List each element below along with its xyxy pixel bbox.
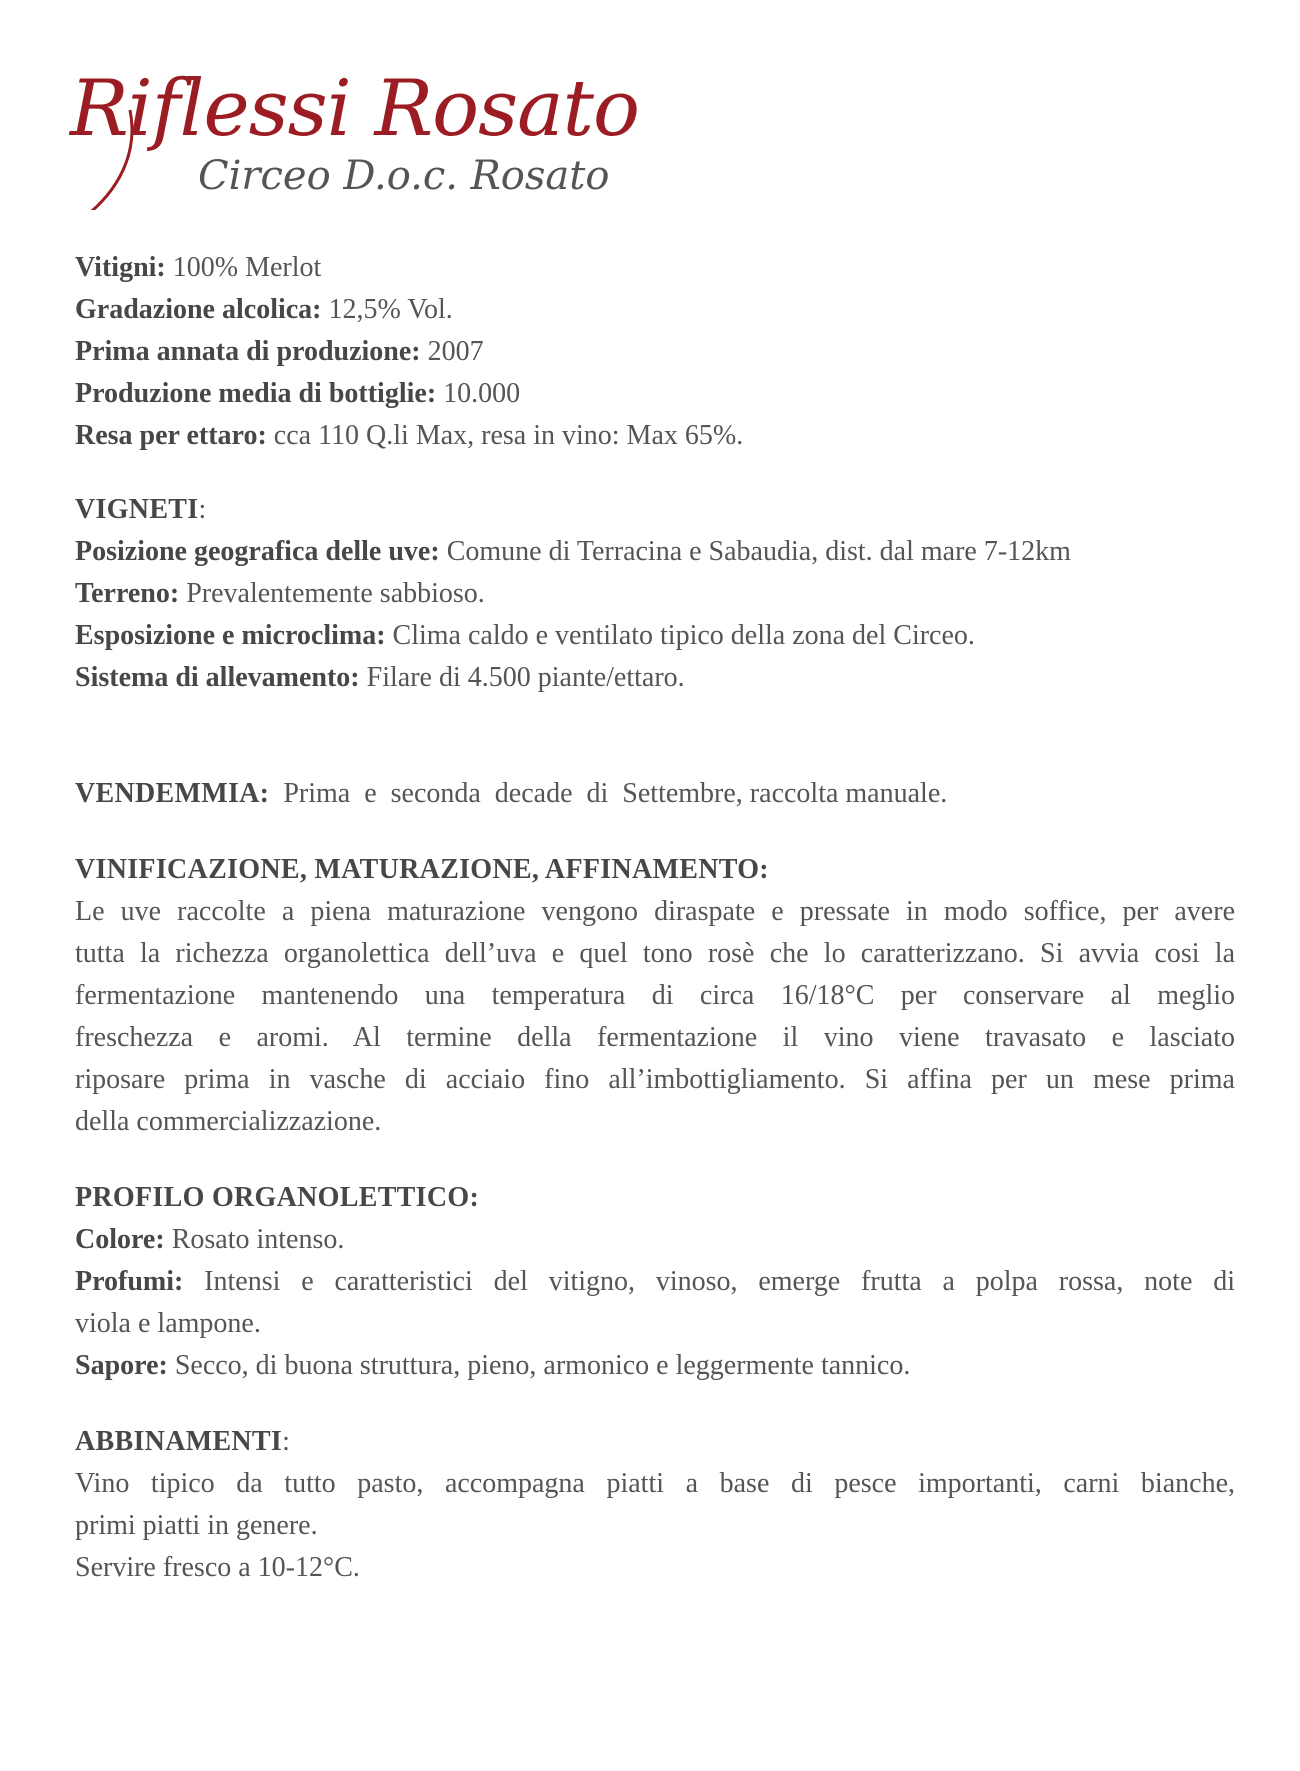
spec-label: Vitigni: xyxy=(75,252,166,283)
paragraph-line: Le uve raccolte a piena maturazione vengono diraspate e pressate in modo soffice, per avere xyxy=(75,896,1235,927)
section-heading-abbinamenti: ABBINAMENTI: xyxy=(75,1426,290,1457)
spec-vitigni xyxy=(75,247,1235,289)
vendemmia-text: Prima e seconda decade di Settembre, raccolta manuale. xyxy=(269,778,948,809)
section-heading-vendemmia: VENDEMMIA: xyxy=(75,778,270,809)
paragraph-line: Servire fresco a 10-12°C. xyxy=(75,1552,360,1583)
vigneti-sistema: Sistema di allevamento: Filare di 4.500 piante/ettaro. xyxy=(75,662,685,693)
spec-value: cca 110 Q.li Max, resa in vino: Max 65%. xyxy=(266,420,744,451)
spec-produzione xyxy=(75,373,1235,415)
paragraph-line: della commercializzazione. xyxy=(75,1106,382,1137)
paragraph-line: freschezza e aromi. Al termine della fermentazione il vino viene travasato e lasciato xyxy=(75,1022,1235,1053)
brand-logo xyxy=(70,64,639,210)
section-vendemmia xyxy=(75,773,1235,815)
section-heading-vigneti: VIGNETI: xyxy=(75,494,207,525)
document-body xyxy=(75,247,1235,1589)
profilo-sapore: Sapore: Secco, di buona struttura, pieno, armonico e leggermente tannico. xyxy=(75,1350,911,1381)
paragraph-line: primi piatti in genere. xyxy=(75,1510,318,1541)
spec-gradazione xyxy=(75,289,1235,331)
spec-value: 100% Merlot xyxy=(165,252,322,283)
logo-subtitle: Circeo D.o.c. Rosato xyxy=(198,153,610,199)
profilo-colore: Colore: Rosato intenso. xyxy=(75,1224,345,1255)
paragraph-line: tutta la richezza organolettica dell’uva e quel tono rosè che lo caratterizzano. Si avvia cosi la xyxy=(75,938,1235,969)
spec-label: Prima annata di produzione: xyxy=(75,336,421,367)
vigneti-posizione: Posizione geografica delle uve: Comune di Terracina e Sabaudia, dist. dal mare 7-12km xyxy=(75,536,1071,567)
paragraph-line: riposare prima in vasche di acciaio fino all’imbottigliamento. Si affina per un mese prima xyxy=(75,1064,1235,1095)
spec-label: Gradazione alcolica: xyxy=(75,294,322,325)
logo-title: Riflessi Rosato xyxy=(70,64,639,154)
paragraph-line: Vino tipico da tutto pasto, accompagna piatti a base di pesce importanti, carni bianche, xyxy=(75,1468,1235,1499)
spec-value: 2007 xyxy=(420,336,484,367)
spec-resa xyxy=(75,415,1235,457)
spec-label: Resa per ettaro: xyxy=(75,420,267,451)
spec-value: 12,5% Vol. xyxy=(321,294,453,325)
spec-value: 10.000 xyxy=(436,378,521,409)
section-heading-profilo: PROFILO ORGANOLETTICO: xyxy=(75,1182,480,1213)
section-heading-vinificazione: VINIFICAZIONE, MATURAZIONE, AFFINAMENTO: xyxy=(75,854,769,885)
profilo-profumi-cont: viola e lampone. xyxy=(75,1308,261,1339)
profilo-profumi: Profumi: Intensi e caratteristici del vitigno, vinoso, emerge frutta a polpa rossa, note di xyxy=(75,1266,1235,1297)
vigneti-esposizione: Esposizione e microclima: Clima caldo e ventilato tipico della zona del Circeo. xyxy=(75,620,975,651)
vigneti-terreno: Terreno: Prevalentemente sabbioso. xyxy=(75,578,485,609)
spec-label: Produzione media di bottiglie: xyxy=(75,378,437,409)
paragraph-line: fermentazione mantenendo una temperatura di circa 16/18°C per conservare al meglio xyxy=(75,980,1235,1011)
spec-prima-annata xyxy=(75,331,1235,373)
